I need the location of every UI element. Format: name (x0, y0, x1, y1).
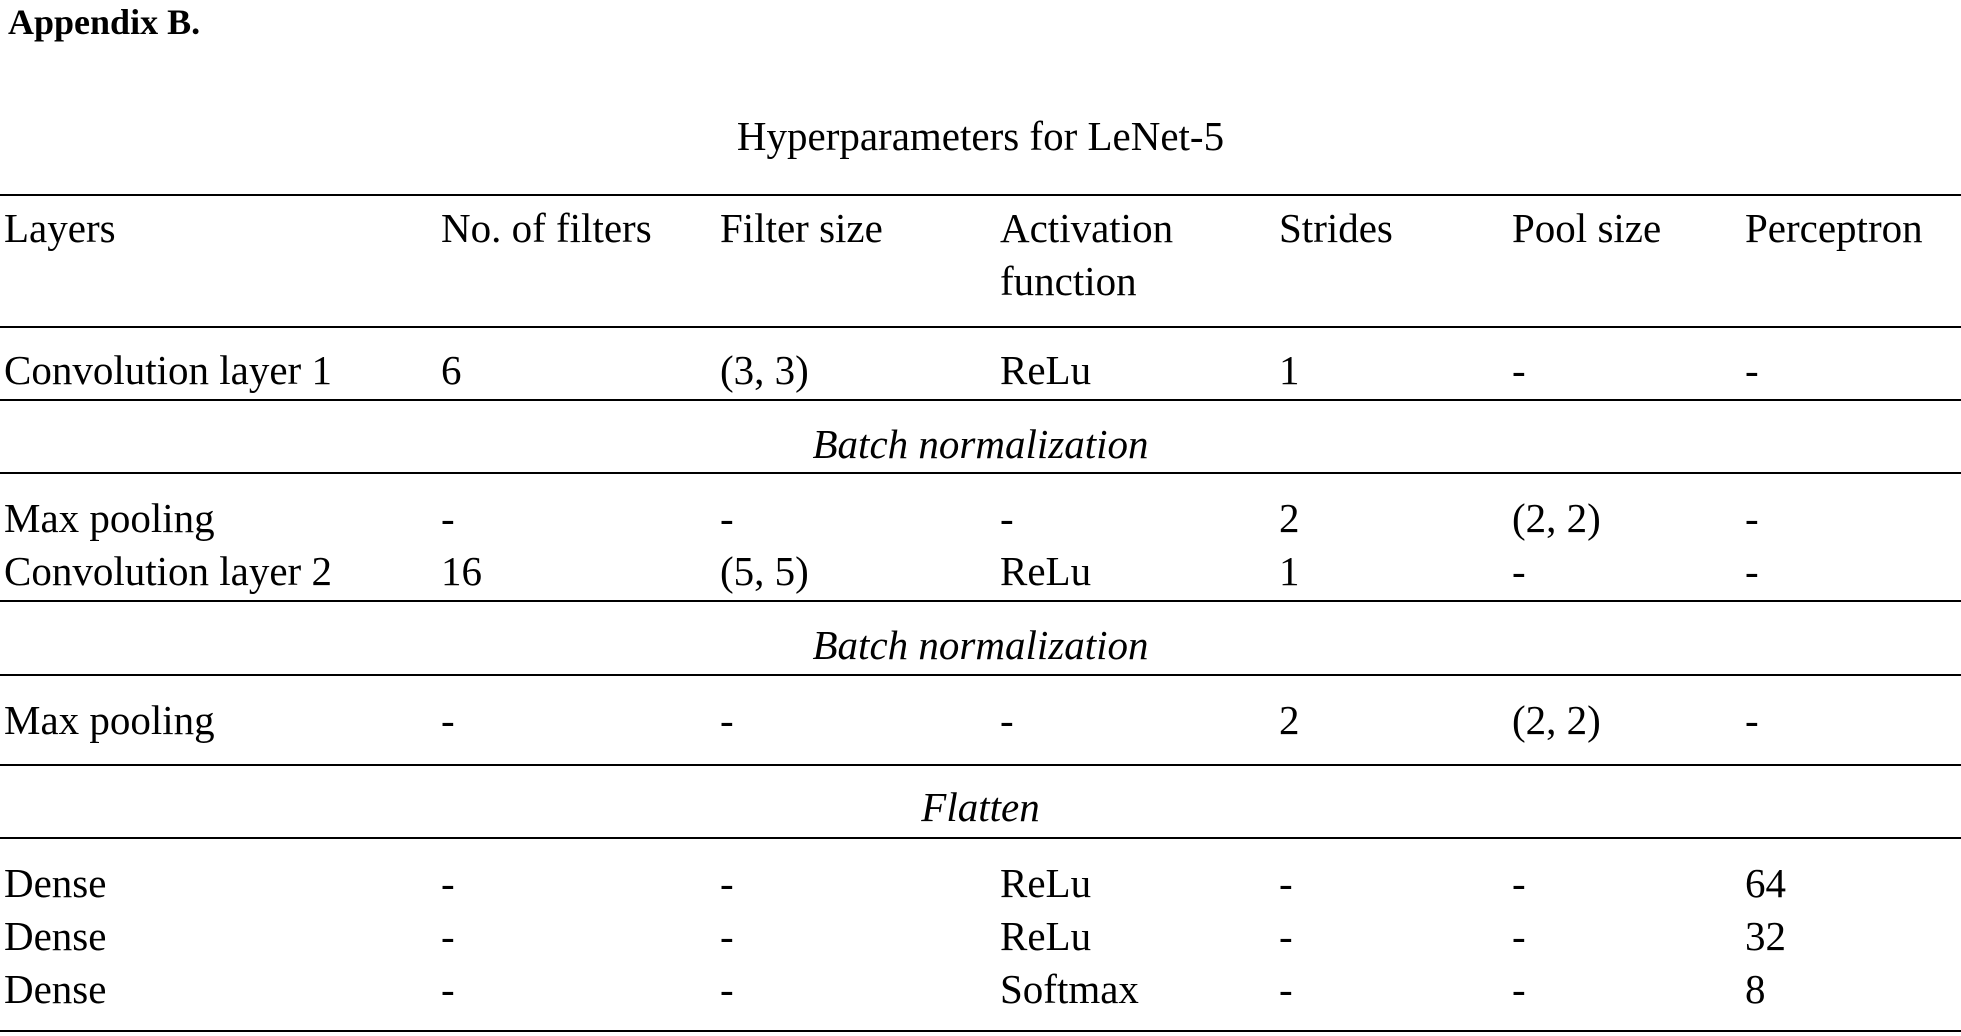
pool-size-cell: - (1512, 347, 1526, 393)
perceptron-cell: 8 (1745, 966, 1766, 1012)
filter-size-cell: (3, 3) (720, 347, 809, 393)
pool-size-cell: - (1512, 548, 1526, 594)
row-rule (0, 600, 1961, 602)
span-row-batch-normalization: Batch normalization (812, 421, 1149, 467)
pool-size-cell: - (1512, 860, 1526, 906)
activation-cell: - (1000, 495, 1014, 541)
filters-cell: - (441, 697, 455, 743)
column-header-activation: Activation (1000, 205, 1174, 251)
activation-cell: ReLu (1000, 347, 1092, 393)
filter-size-cell: - (720, 913, 734, 959)
layer-name-cell: Dense (4, 860, 107, 906)
activation-cell: ReLu (1000, 860, 1092, 906)
column-header-perceptron: Perceptron (1745, 205, 1923, 251)
header-bottom-rule (0, 326, 1961, 328)
column-header-strides: Strides (1279, 205, 1393, 251)
row-rule (0, 399, 1961, 401)
span-row-flatten: Flatten (921, 784, 1040, 830)
perceptron-cell: - (1745, 495, 1759, 541)
layer-name-cell: Max pooling (4, 697, 215, 743)
layer-name-cell: Max pooling (4, 495, 215, 541)
activation-cell: ReLu (1000, 548, 1092, 594)
activation-cell: Softmax (1000, 966, 1139, 1012)
layer-name-cell: Convolution layer 1 (4, 347, 332, 393)
perceptron-cell: - (1745, 548, 1759, 594)
filter-size-cell: - (720, 495, 734, 541)
span-row-batch-normalization: Batch normalization (812, 622, 1149, 668)
perceptron-cell: - (1745, 697, 1759, 743)
strides-cell: 2 (1279, 697, 1300, 743)
table-caption: Hyperparameters for LeNet-5 (736, 113, 1225, 159)
perceptron-cell: - (1745, 347, 1759, 393)
row-rule (0, 674, 1961, 676)
column-header-layers: Layers (4, 205, 116, 251)
perceptron-cell: 32 (1745, 913, 1786, 959)
column-header-filter-size: Filter size (720, 205, 883, 251)
row-rule (0, 472, 1961, 474)
strides-cell: 2 (1279, 495, 1300, 541)
filter-size-cell: - (720, 860, 734, 906)
table-bottom-rule (0, 1030, 1961, 1032)
row-rule (0, 837, 1961, 839)
appendix-heading: Appendix B. (8, 2, 201, 42)
layer-name-cell: Convolution layer 2 (4, 548, 332, 594)
layer-name-cell: Dense (4, 966, 107, 1012)
filters-cell: - (441, 913, 455, 959)
filters-cell: - (441, 860, 455, 906)
strides-cell: - (1279, 913, 1293, 959)
strides-cell: 1 (1279, 548, 1300, 594)
activation-cell: ReLu (1000, 913, 1092, 959)
filter-size-cell: (5, 5) (720, 548, 809, 594)
pool-size-cell: (2, 2) (1512, 697, 1601, 743)
column-header-activation-line2: function (1000, 258, 1137, 304)
perceptron-cell: 64 (1745, 860, 1786, 906)
strides-cell: - (1279, 860, 1293, 906)
filters-cell: - (441, 495, 455, 541)
filters-cell: 16 (441, 548, 482, 594)
layer-name-cell: Dense (4, 913, 107, 959)
activation-cell: - (1000, 697, 1014, 743)
filter-size-cell: - (720, 966, 734, 1012)
filters-cell: 6 (441, 347, 462, 393)
filter-size-cell: - (720, 697, 734, 743)
strides-cell: 1 (1279, 347, 1300, 393)
table-top-rule (0, 194, 1961, 196)
pool-size-cell: - (1512, 966, 1526, 1012)
pool-size-cell: (2, 2) (1512, 495, 1601, 541)
filters-cell: - (441, 966, 455, 1012)
column-header-no-of-filters: No. of filters (441, 205, 652, 251)
pool-size-cell: - (1512, 913, 1526, 959)
strides-cell: - (1279, 966, 1293, 1012)
row-rule (0, 764, 1961, 766)
column-header-pool-size: Pool size (1512, 205, 1662, 251)
